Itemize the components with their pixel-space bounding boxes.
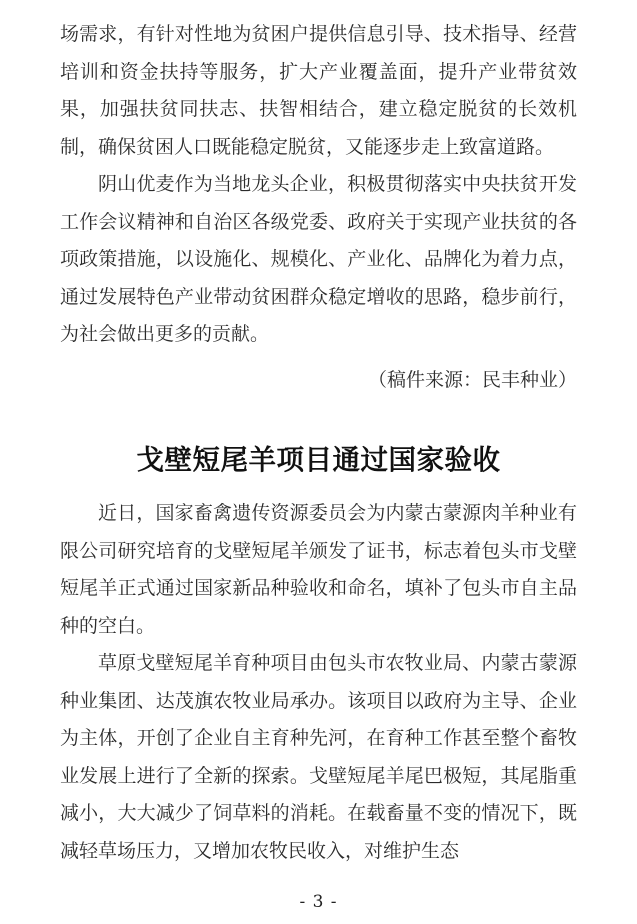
- section1-paragraph-2: 阴山优麦作为当地龙头企业，积极贯彻落实中央扶贫开发工作会议精神和自治区各级党委、政府关于实现产业扶贫的各项政策措施，以设施化、规模化、产业化、品牌化为着力点，通过发展特色产业带动贫困群众稳定增收的思路，稳步前行，为社会做出更多的贡献。: [60, 173, 577, 345]
- source-attribution: （稿件来源：民丰种业）: [367, 368, 577, 391]
- article-title: 戈壁短尾羊项目通过国家验收: [136, 444, 501, 476]
- section2-paragraph-2: 草原戈壁短尾羊育种项目由包头市农牧业局、内蒙古蒙源种业集团、达茂旗农牧业局承办。该项目以政府为主导、企业为主体，开创了企业自主育种先河，在育种工作甚至整个畜牧业发展上进行了全新的探索。戈壁短尾羊尾巴极短，其尾脂重减小，大大减少了饲草料的消耗。在载畜量不变的情况下，既减轻草场压力，又增加农牧民收入，对维护生态: [60, 652, 577, 862]
- page-number: - 3 -: [299, 892, 338, 912]
- paragraph-continued-from-previous-page: 场需求，有针对性地为贫困户提供信息引导、技术指导、经营培训和资金扶持等服务，扩大产业覆盖面，提升产业带贫效果，加强扶贫同扶志、扶智相结合，建立稳定脱贫的长效机制，确保贫困人口既能稳定脱贫，又能逐步走上致富道路。: [60, 23, 577, 158]
- section2-paragraph-1: 近日，国家畜禽遗传资源委员会为内蒙古蒙源肉羊种业有限公司研究培育的戈壁短尾羊颁发了证书，标志着包头市戈壁短尾羊正式通过国家新品种验收和命名，填补了包头市自主品种的空白。: [60, 502, 577, 637]
